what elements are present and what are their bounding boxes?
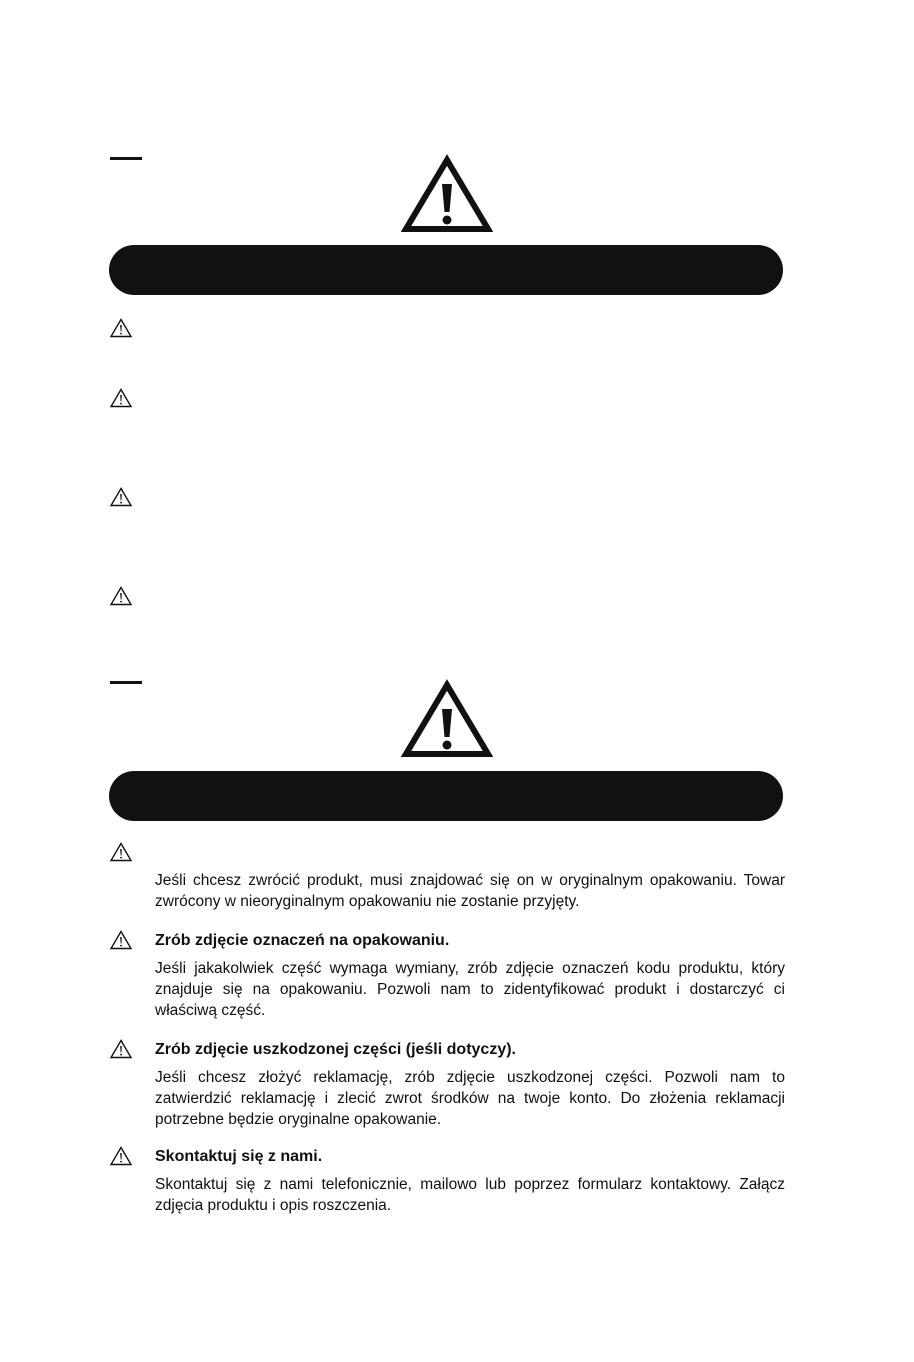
warning-triangle-icon [401, 679, 493, 759]
instruction-title: Zrób zdjęcie oznaczeń na opakowaniu. [155, 932, 450, 949]
warning-triangle-icon [110, 586, 132, 606]
warning-triangle-icon [401, 154, 493, 234]
warning-triangle-icon [110, 1146, 132, 1166]
instruction-title: Zrób zdjęcie uszkodzonej części (jeśli dotyczy). [155, 1041, 516, 1058]
instruction-body: Jeśli chcesz złożyć reklamację, zrób zdjęcie uszkodzonej części. Pozwoli nam to zatwierdzić reklamację i zlecić zwrot środków na twoje konto. Do złożenia reklamacji potrzebne będzie oryginalne opakowanie. [155, 1069, 785, 1128]
instruction-title: Skontaktuj się z nami. [155, 1148, 323, 1165]
section-banner [109, 771, 783, 821]
warning-triangle-icon [110, 930, 132, 950]
instruction-body: Jeśli jakakolwiek część wymaga wymiany, zrób zdjęcie oznaczeń kodu produktu, który znajduje się na opakowaniu. Pozwoli nam to zidentyfikować produkt i dostarczyć ci właściwą część. [155, 960, 785, 1019]
warning-triangle-icon [110, 842, 132, 862]
warning-triangle-icon [110, 1039, 132, 1059]
warning-triangle-icon [110, 388, 132, 408]
instruction-body: Jeśli chcesz zwrócić produkt, musi znajdować się on w oryginalnym opakowaniu. Towar zwrócony w nieoryginalnym opakowaniu nie zostanie przyjęty. [155, 872, 785, 910]
warning-triangle-icon [110, 318, 132, 338]
instruction-body: Skontaktuj się z nami telefonicznie, mailowo lub poprzez formularz kontaktowy. Załącz zdjęcia produktu i opis roszczenia. [155, 1176, 785, 1214]
section-divider [110, 681, 142, 684]
section-banner [109, 245, 783, 295]
warning-triangle-icon [110, 487, 132, 507]
section-divider [110, 157, 142, 160]
